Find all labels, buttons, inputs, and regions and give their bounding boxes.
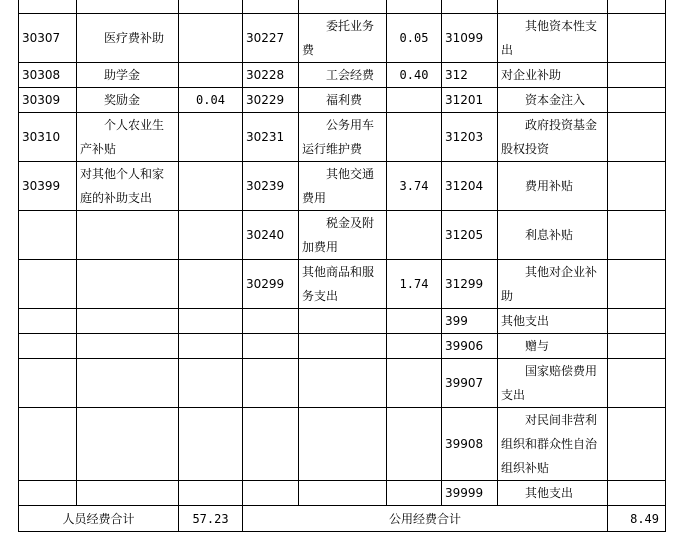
- code-cell: [19, 481, 77, 506]
- code-cell: [19, 334, 77, 359]
- table-row: [19, 63, 666, 88]
- amount-cell: [608, 334, 666, 359]
- item-name-cell: 委托业务费: [299, 14, 387, 63]
- table-row: [19, 211, 666, 260]
- amount-cell: [387, 88, 442, 113]
- item-name-cell: [299, 359, 387, 408]
- item-name-cell: 工会经费: [299, 63, 387, 88]
- code-cell: [19, 211, 77, 260]
- code-cell: 30308: [19, 63, 77, 88]
- table-row: [19, 309, 666, 334]
- item-name-cell: 国家赔偿费用支出: [498, 359, 608, 408]
- amount-cell: [179, 260, 243, 309]
- personnel-total-label: 人员经费合计: [19, 506, 179, 532]
- item-name-cell: 公务用车运行维护费: [299, 113, 387, 162]
- code-cell: [19, 0, 77, 14]
- item-name-cell: 助学金: [77, 63, 179, 88]
- amount-cell: [179, 0, 243, 14]
- code-cell: 30309: [19, 88, 77, 113]
- table-row: [19, 408, 666, 481]
- amount-cell: [387, 334, 442, 359]
- code-cell: 30231: [243, 113, 299, 162]
- amount-cell: [179, 211, 243, 260]
- code-cell: 30399: [19, 162, 77, 211]
- table-row: [19, 162, 666, 211]
- code-cell: [19, 309, 77, 334]
- code-cell: 30299: [243, 260, 299, 309]
- table-row: [19, 481, 666, 506]
- personnel-total-value: 57.23: [179, 506, 243, 532]
- code-cell: [243, 309, 299, 334]
- amount-cell: [179, 63, 243, 88]
- code-cell: [19, 359, 77, 408]
- code-cell: 39908: [442, 408, 498, 481]
- item-name-cell: 医疗费补助: [77, 14, 179, 63]
- code-cell: 31099: [442, 14, 498, 63]
- item-name-cell: [77, 260, 179, 309]
- amount-cell: 1.74: [387, 260, 442, 309]
- item-name-cell: [498, 0, 608, 14]
- amount-cell: [387, 481, 442, 506]
- amount-cell: [179, 359, 243, 408]
- code-cell: 312: [442, 63, 498, 88]
- public-total-label: 公用经费合计: [243, 506, 608, 532]
- amount-cell: [387, 408, 442, 481]
- code-cell: 30310: [19, 113, 77, 162]
- amount-cell: [387, 0, 442, 14]
- code-cell: [243, 359, 299, 408]
- item-name-cell: 对其他个人和家庭的补助支出: [77, 162, 179, 211]
- item-name-cell: [299, 0, 387, 14]
- item-name-cell: 其他商品和服务支出: [299, 260, 387, 309]
- table-row: [19, 359, 666, 408]
- amount-cell: [387, 309, 442, 334]
- item-name-cell: 税金及附加费用: [299, 211, 387, 260]
- amount-cell: [608, 63, 666, 88]
- item-name-cell: 福利费: [299, 88, 387, 113]
- amount-cell: [608, 481, 666, 506]
- item-name-cell: [77, 309, 179, 334]
- item-name-cell: [77, 408, 179, 481]
- item-name-cell: [299, 334, 387, 359]
- amount-cell: [608, 408, 666, 481]
- table-row: [19, 14, 666, 63]
- code-cell: [442, 0, 498, 14]
- item-name-cell: [299, 408, 387, 481]
- item-name-cell: [77, 481, 179, 506]
- table-row: [19, 0, 666, 14]
- public-total-value: 8.49: [608, 506, 666, 532]
- amount-cell: [387, 211, 442, 260]
- item-name-cell: [77, 334, 179, 359]
- amount-cell: [387, 113, 442, 162]
- amount-cell: [179, 408, 243, 481]
- amount-cell: [608, 113, 666, 162]
- budget-expense-table: [18, 0, 666, 532]
- amount-cell: 3.74: [387, 162, 442, 211]
- table-row: [19, 260, 666, 309]
- code-cell: [19, 408, 77, 481]
- code-cell: 30239: [243, 162, 299, 211]
- code-cell: 399: [442, 309, 498, 334]
- amount-cell: [608, 0, 666, 14]
- amount-cell: [608, 309, 666, 334]
- code-cell: [243, 0, 299, 14]
- amount-cell: [608, 260, 666, 309]
- code-cell: 31204: [442, 162, 498, 211]
- item-name-cell: 对民间非营利组织和群众性自治组织补贴: [498, 408, 608, 481]
- code-cell: [243, 408, 299, 481]
- amount-cell: [179, 334, 243, 359]
- item-name-cell: 其他支出: [498, 481, 608, 506]
- item-name-cell: [299, 309, 387, 334]
- code-cell: [243, 481, 299, 506]
- amount-cell: [608, 359, 666, 408]
- item-name-cell: 其他资本性支出: [498, 14, 608, 63]
- amount-cell: [179, 481, 243, 506]
- item-name-cell: 奖励金: [77, 88, 179, 113]
- item-name-cell: 对企业补助: [498, 63, 608, 88]
- amount-cell: [608, 162, 666, 211]
- code-cell: [19, 260, 77, 309]
- item-name-cell: 资本金注入: [498, 88, 608, 113]
- table-row: [19, 113, 666, 162]
- code-cell: 30227: [243, 14, 299, 63]
- totals-row: [19, 506, 666, 532]
- item-name-cell: [77, 0, 179, 14]
- amount-cell: [179, 162, 243, 211]
- item-name-cell: [299, 481, 387, 506]
- item-name-cell: 赠与: [498, 334, 608, 359]
- amount-cell: [179, 309, 243, 334]
- item-name-cell: 其他交通费用: [299, 162, 387, 211]
- amount-cell: [608, 88, 666, 113]
- amount-cell: [387, 359, 442, 408]
- amount-cell: 0.05: [387, 14, 442, 63]
- item-name-cell: 其他支出: [498, 309, 608, 334]
- code-cell: 39906: [442, 334, 498, 359]
- code-cell: 31201: [442, 88, 498, 113]
- code-cell: 39999: [442, 481, 498, 506]
- code-cell: 30229: [243, 88, 299, 113]
- item-name-cell: 其他对企业补助: [498, 260, 608, 309]
- code-cell: 31205: [442, 211, 498, 260]
- amount-cell: [608, 211, 666, 260]
- item-name-cell: [77, 359, 179, 408]
- item-name-cell: 政府投资基金股权投资: [498, 113, 608, 162]
- table-body: [19, 0, 666, 506]
- code-cell: [243, 334, 299, 359]
- code-cell: 30228: [243, 63, 299, 88]
- amount-cell: [179, 113, 243, 162]
- amount-cell: [608, 14, 666, 63]
- item-name-cell: 个人农业生产补贴: [77, 113, 179, 162]
- item-name-cell: 费用补贴: [498, 162, 608, 211]
- amount-cell: 0.04: [179, 88, 243, 113]
- table-row: [19, 334, 666, 359]
- code-cell: 31203: [442, 113, 498, 162]
- item-name-cell: [77, 211, 179, 260]
- code-cell: 31299: [442, 260, 498, 309]
- table-row: [19, 88, 666, 113]
- item-name-cell: 利息补贴: [498, 211, 608, 260]
- amount-cell: [179, 14, 243, 63]
- amount-cell: 0.40: [387, 63, 442, 88]
- code-cell: 39907: [442, 359, 498, 408]
- code-cell: 30240: [243, 211, 299, 260]
- code-cell: 30307: [19, 14, 77, 63]
